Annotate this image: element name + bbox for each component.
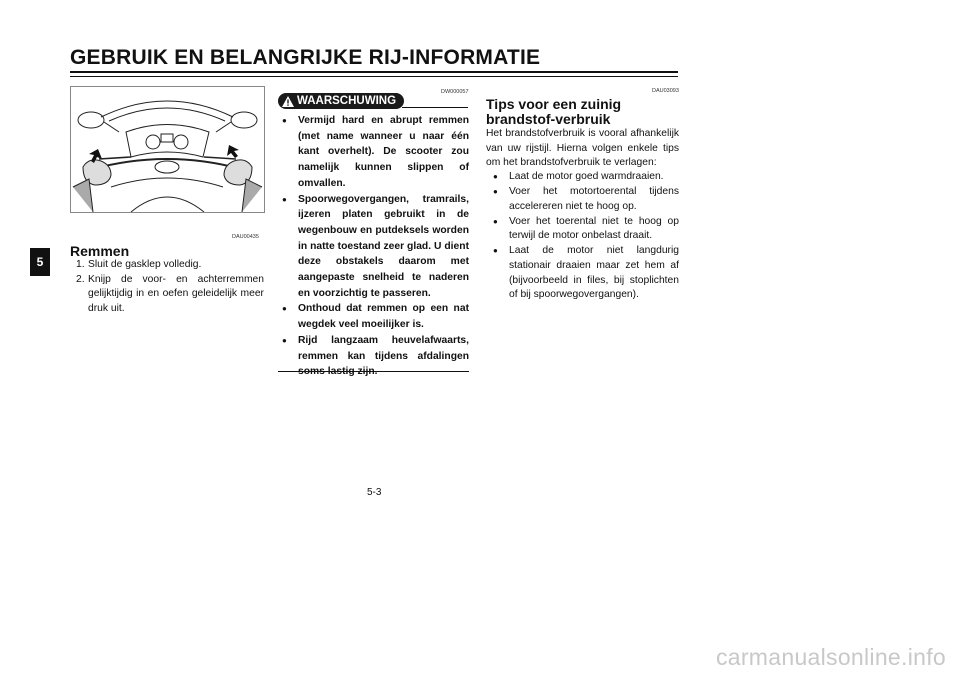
- tip-text: Voer het toerental niet te hoog op terwijl de motor onbelast draait.: [509, 215, 679, 242]
- step-text: Knijp de voor- en achterremmen gelijktijdig in en oefen geleidelijk meer druk uit.: [88, 273, 264, 314]
- list-item: [282, 301, 469, 332]
- list-item: [282, 113, 469, 192]
- list-item: [493, 215, 679, 244]
- bullet-icon: ●: [282, 335, 287, 345]
- page-title: GEBRUIK EN BELANGRIJKE RIJ-INFORMATIE: [70, 46, 541, 69]
- section-heading-remmen: Remmen: [70, 243, 130, 259]
- list-item: [493, 170, 679, 185]
- list-item: [493, 244, 679, 302]
- brake-steps-list: [76, 258, 264, 316]
- bullet-icon: ●: [282, 304, 287, 314]
- reference-code: DAU03093: [652, 88, 679, 94]
- bullet-icon: ●: [282, 194, 287, 204]
- bullet-icon: ●: [493, 246, 498, 256]
- warning-triangle-icon: [282, 96, 294, 107]
- reference-code: DW000057: [441, 89, 469, 95]
- tip-text: Laat de motor niet langdurig stationair draaien maar zet hem af (bijvoorbeeld in files, bij stoplichten of bij spoorwegovergangen).: [509, 245, 679, 301]
- warning-text: Spoorwegovergangen, tramrails, ijzeren platen gebruikt in de wegenbouw en putdeksels worden in natte toestand zeer glad. U dient deze obstakels daarom met aangepaste snelheid te naderen en voorzichtig te passeren.: [298, 193, 469, 299]
- list-item: [76, 258, 264, 273]
- warning-text: Vermijd hard en abrupt remmen (met name wanneer u naar één kant overhelt). De scooter zou namelijk kunnen slippen of omvallen.: [298, 115, 469, 189]
- warning-badge: [278, 93, 404, 109]
- handlebar-brake-illustration: [70, 86, 265, 213]
- step-text: Sluit de gasklep volledig.: [88, 259, 202, 270]
- watermark: carmanualsonline.info: [715, 644, 946, 670]
- page-number: 5-3: [367, 487, 382, 498]
- list-item: [493, 185, 679, 214]
- tip-text: Laat de motor goed warmdraaien.: [509, 171, 664, 182]
- bullet-icon: ●: [493, 216, 498, 226]
- step-number: 1.: [76, 259, 85, 270]
- warning-label: WAARSCHUWING: [297, 95, 397, 107]
- tips-list: [493, 170, 679, 303]
- tips-intro: Het brandstofverbruik is vooral afhankelijk van uw rijstijl. Hierna volgen enkele tips om het brandstofverbruik te verlagen:: [486, 128, 679, 169]
- tip-text: Voer het motortoerental tijdens accelereren niet te hoog op.: [509, 186, 679, 212]
- list-item: [282, 192, 469, 302]
- warning-text: Onthoud dat remmen op een nat wegdek veel moeilijker is.: [298, 303, 469, 331]
- section-heading-tips: Tips voor een zuinig brandstof-verbruik: [486, 96, 622, 127]
- step-number: 2.: [76, 273, 85, 285]
- bullet-icon: ●: [493, 187, 498, 197]
- warning-rule: [402, 107, 468, 108]
- reference-code: DAU00435: [232, 234, 259, 240]
- warning-list: [282, 113, 469, 380]
- title-rule: [70, 71, 678, 73]
- warning-text: Rijd langzaam heuvelafwaarts, remmen kan tijdens afdalingen: [298, 334, 469, 362]
- list-item: [282, 333, 469, 380]
- warning-rule-bottom: [278, 371, 469, 372]
- list-item: [76, 273, 264, 317]
- bullet-icon: ●: [493, 172, 498, 181]
- bullet-icon: ●: [282, 116, 287, 125]
- title-rule-thin: [70, 76, 678, 77]
- chapter-tab: 5: [30, 248, 50, 276]
